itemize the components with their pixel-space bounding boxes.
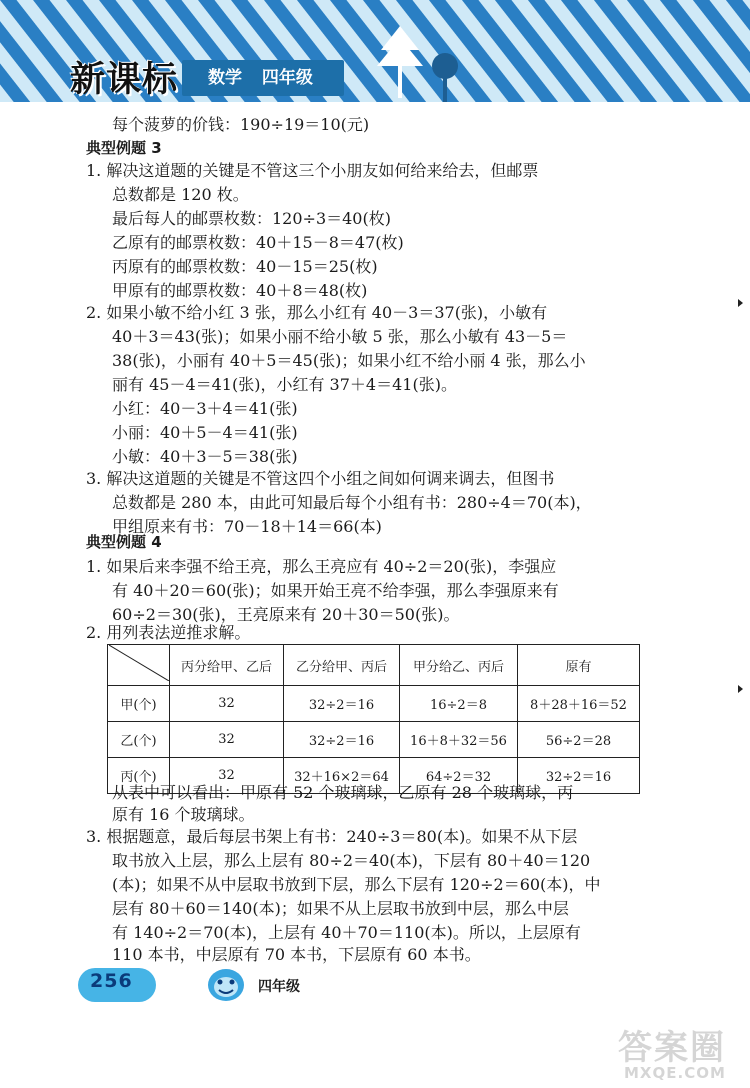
answer-4-3-line-4: 层有 80＋60＝140(本)；如果不从上层取书放到中层，那么中层 bbox=[112, 899, 569, 918]
answer-3-2-line-7: 小敏：40＋3－5＝38(张) bbox=[112, 447, 298, 466]
subject-grade-label: 数学 四年级 bbox=[182, 60, 344, 96]
answer-4-3-line-2: 取书放入上层，那么上层有 80÷2＝40(本)，下层有 80＋40＝120 bbox=[112, 851, 591, 870]
row-header: 乙(个) bbox=[108, 722, 170, 758]
page-number: 256 bbox=[90, 970, 133, 992]
table-cell: 32÷2＝16 bbox=[284, 722, 400, 758]
series-title: 新课标 bbox=[70, 60, 179, 100]
column-header: 乙分给甲、丙后 bbox=[284, 645, 400, 686]
table-cell: 32＋16×2＝64 bbox=[284, 758, 400, 794]
answer-3-3-line-1: 3. 解决这道题的关键是不管这四个小组之间如何调来调去，但图书 bbox=[86, 469, 555, 488]
table-cell: 32÷2＝16 bbox=[284, 686, 400, 722]
tree-icon bbox=[375, 26, 425, 98]
row-header: 丙(个) bbox=[108, 758, 170, 794]
section-heading-example-4: 典型例题 4 bbox=[86, 533, 162, 551]
table-cell: 32 bbox=[170, 722, 284, 758]
answer-4-1-line-3: 60÷2＝30(张)，王亮原来有 20＋30＝50(张)。 bbox=[112, 605, 460, 624]
section-heading-example-3: 典型例题 3 bbox=[86, 139, 162, 157]
margin-marker bbox=[738, 685, 743, 693]
answer-4-3-line-5: 有 140÷2＝70(本)，上层有 40＋70＝110(本)。所以，上层原有 bbox=[112, 923, 581, 942]
answer-3-1-line-1: 1. 解决这道题的关键是不管这三个小朋友如何给来给去，但邮票 bbox=[86, 161, 539, 180]
answer-3-2-line-3: 38(张)，小丽有 40＋5＝45(张)；如果小红不给小丽 4 张，那么小 bbox=[112, 351, 586, 370]
column-header: 甲分给乙、丙后 bbox=[400, 645, 518, 686]
answer-3-1-line-6: 甲原有的邮票枚数：40＋8＝48(枚) bbox=[112, 281, 368, 300]
watermark-url: MXQE.COM bbox=[624, 1064, 726, 1082]
pineapple-price-line: 每个菠萝的价钱：190÷19＝10(元) bbox=[112, 115, 370, 134]
answer-3-2-line-2: 40＋3＝43(张)；如果小丽不给小敏 5 张，那么小敏有 43－5＝ bbox=[112, 327, 568, 346]
answer-3-3-line-2: 总数都是 280 本，由此可知最后每个小组有书：280÷4＝70(本)， bbox=[112, 493, 592, 512]
answer-3-2-line-4: 丽有 45－4＝41(张)，小红有 37＋4＝41(张)。 bbox=[112, 375, 457, 394]
grade-label: 四年级 bbox=[258, 979, 300, 995]
column-header: 原有 bbox=[518, 645, 640, 686]
answer-4-2-conclusion-1: 从表中可以看出：甲原有 52 个玻璃球，乙原有 28 个玻璃球，丙 bbox=[112, 783, 574, 802]
answer-3-1-line-2: 总数都是 120 枚。 bbox=[112, 185, 249, 204]
corner-diagonal bbox=[109, 645, 169, 681]
table-header-row bbox=[108, 645, 640, 686]
answer-4-3-line-3: (本)；如果不从中层取书放到下层，那么下层有 120÷2＝60(本)，中 bbox=[112, 875, 601, 894]
answer-3-2-line-5: 小红：40－3＋4＝41(张) bbox=[112, 399, 298, 418]
margin-marker bbox=[738, 299, 743, 307]
answer-4-1-line-1: 1. 如果后来李强不给王亮，那么王亮应有 40÷2＝20(张)，李强应 bbox=[86, 557, 557, 576]
answer-3-2-line-6: 小丽：40＋5－4＝41(张) bbox=[112, 423, 298, 442]
watermark-text: 答案圈 bbox=[618, 1028, 726, 1068]
answer-3-1-line-4: 乙原有的邮票枚数：40＋15－8＝47(枚) bbox=[112, 233, 404, 252]
table-cell: 32÷2＝16 bbox=[518, 758, 640, 794]
mascot-icon bbox=[206, 966, 246, 1002]
table-cell: 32 bbox=[170, 686, 284, 722]
answer-3-3-line-3: 甲组原来有书：70－18＋14＝66(本) bbox=[112, 517, 382, 536]
column-header: 丙分给甲、乙后 bbox=[170, 645, 284, 686]
table-row bbox=[108, 686, 640, 722]
table-cell: 8＋28＋16＝52 bbox=[518, 686, 640, 722]
table-row bbox=[108, 722, 640, 758]
table-cell: 16＋8＋32＝56 bbox=[400, 722, 518, 758]
answer-4-2-conclusion-2: 原有 16 个玻璃球。 bbox=[112, 805, 255, 824]
answer-3-1-line-3: 最后每人的邮票枚数：120÷3＝40(枚) bbox=[112, 209, 391, 228]
pin-icon bbox=[428, 52, 462, 102]
answer-3-2-line-1: 2. 如果小敏不给小红 3 张，那么小红有 40－3＝37(张)，小敏有 bbox=[86, 303, 548, 322]
answer-4-1-line-2: 有 40＋20＝60(张)；如果开始王亮不给李强，那么李强原来有 bbox=[112, 581, 559, 600]
marble-table bbox=[107, 644, 640, 794]
table-corner-cell bbox=[108, 645, 170, 686]
table-cell: 32 bbox=[170, 758, 284, 794]
answer-4-3-line-6: 110 本书，中层原有 70 本书，下层原有 60 本书。 bbox=[112, 945, 481, 964]
page-header bbox=[0, 0, 750, 102]
answer-4-3-line-1: 3. 根据题意，最后每层书架上有书：240÷3＝80(本)。如果不从下层 bbox=[86, 827, 578, 846]
watermark bbox=[618, 1020, 748, 1086]
table-cell: 64÷2＝32 bbox=[400, 758, 518, 794]
row-header: 甲(个) bbox=[108, 686, 170, 722]
table-cell: 16÷2＝8 bbox=[400, 686, 518, 722]
answer-3-1-line-5: 丙原有的邮票枚数：40－15＝25(枚) bbox=[112, 257, 378, 276]
answer-4-2-line-1: 2. 用列表法逆推求解。 bbox=[86, 623, 251, 642]
table-cell: 56÷2＝28 bbox=[518, 722, 640, 758]
